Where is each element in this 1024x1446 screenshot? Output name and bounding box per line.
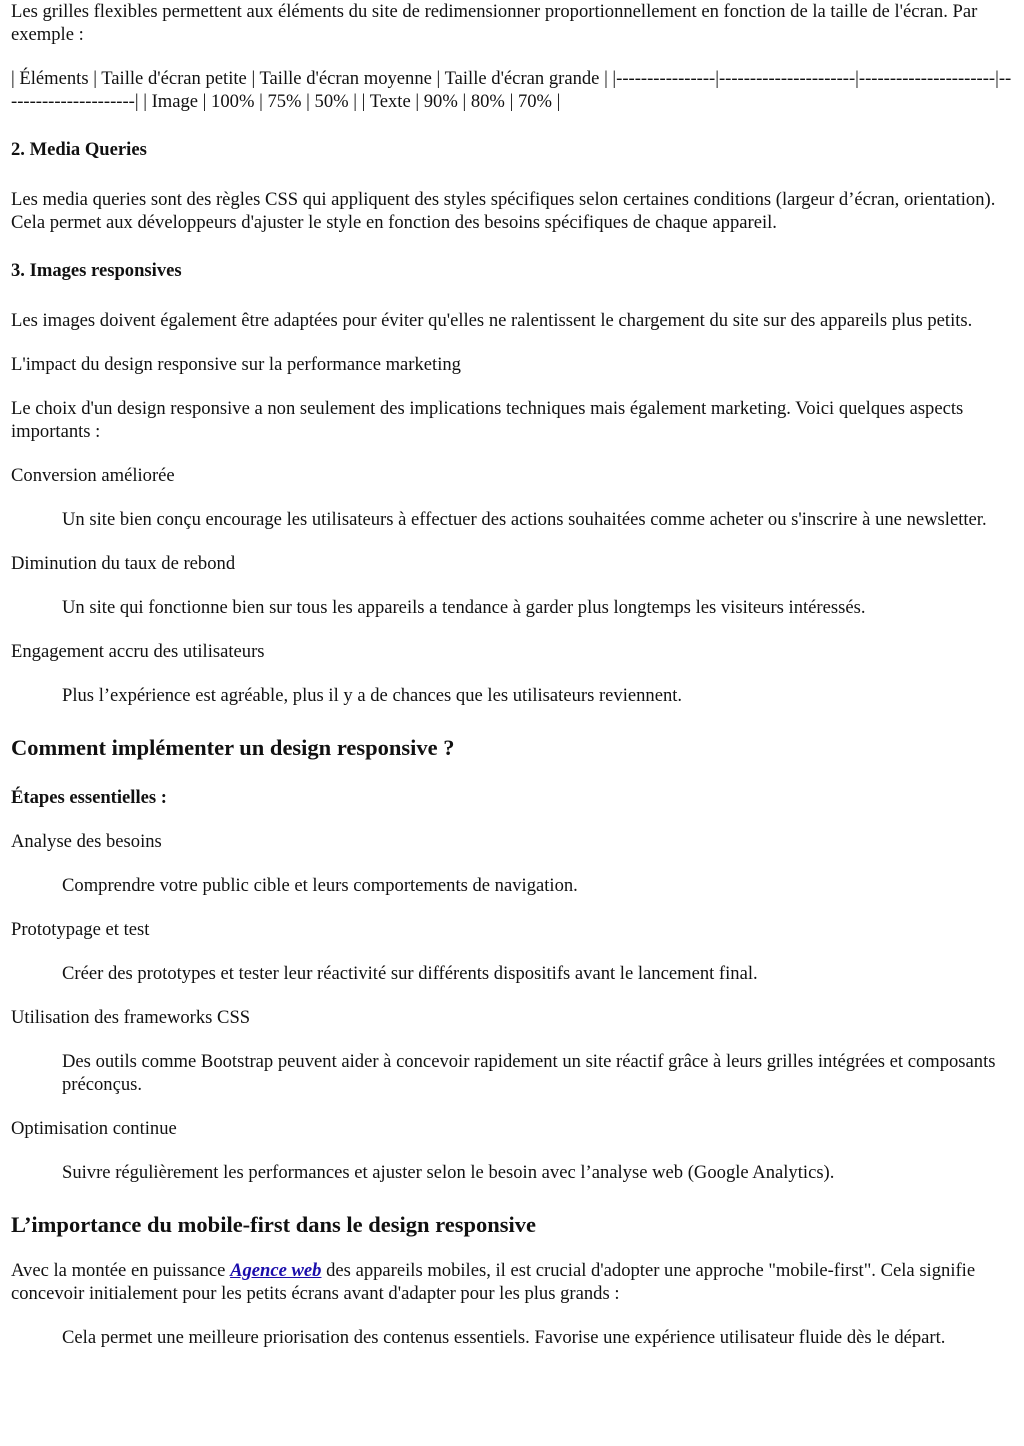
mobile-first-heading: L’importance du mobile-first dans le design responsive bbox=[11, 1212, 537, 1237]
list-item-description: Un site qui fonctionne bien sur tous les appareils a tendance à garder plus longtemps les visiteurs intéressés. bbox=[62, 597, 866, 618]
intro-paragraph: Les grilles flexibles permettent aux éléments du site de redimensionner proportionnellement en fonction de la taille de l'écran. Par exemple : bbox=[11, 1, 978, 45]
list-item-term: Prototypage et test bbox=[11, 919, 150, 940]
marketing-impact-list bbox=[11, 464, 1013, 707]
list-item-term: Diminution du taux de rebond bbox=[11, 553, 236, 574]
list-item-description: Plus l’expérience est agréable, plus il y a de chances que les utilisateurs reviennent. bbox=[62, 685, 683, 706]
flexible-grid-table-text: | Éléments | Taille d'écran petite | Taille d'écran moyenne | Taille d'écran grande | |----------------|----------------------|----------------------|----------------------| | Image | 100% | 75% | 50% | | Texte | 90% | 80% | 70% | bbox=[11, 68, 1012, 112]
media-queries-paragraph: Les media queries sont des règles CSS qui appliquent des styles spécifiques selon certaines conditions (largeur d’écran, orientation). Cela permet aux développeurs d'ajuster le style en fonction des besoins spécifiques de chaque appareil. bbox=[11, 189, 996, 233]
implement-heading: Comment implémenter un design responsive ? bbox=[11, 735, 455, 760]
list-item-term: Optimisation continue bbox=[11, 1118, 177, 1139]
marketing-impact-paragraph: Le choix d'un design responsive a non seulement des implications techniques mais également marketing. Voici quelques aspects importants : bbox=[11, 398, 964, 442]
list-item-description: Suivre régulièrement les performances et ajuster selon le besoin avec l’analyse web (Google Analytics). bbox=[62, 1162, 835, 1183]
mobile-first-paragraph bbox=[11, 1259, 1013, 1305]
responsive-images-heading: 3. Images responsives bbox=[11, 260, 182, 281]
list-item-term: Conversion améliorée bbox=[11, 465, 175, 486]
agence-web-link[interactable]: Agence web bbox=[230, 1260, 322, 1281]
list-item-description: Comprendre votre public cible et leurs comportements de navigation. bbox=[62, 875, 578, 896]
list-item-description: Un site bien conçu encourage les utilisateurs à effectuer des actions souhaitées comme acheter ou s'inscrire à une newsletter. bbox=[62, 509, 987, 530]
list-item-term: Utilisation des frameworks CSS bbox=[11, 1007, 251, 1028]
media-queries-heading: 2. Media Queries bbox=[11, 139, 147, 160]
list-item-term: Engagement accru des utilisateurs bbox=[11, 641, 265, 662]
mobile-first-text-before: Avec la montée en puissance bbox=[11, 1260, 231, 1281]
essential-steps-list bbox=[11, 830, 1013, 1184]
marketing-impact-subtitle: L'impact du design responsive sur la performance marketing bbox=[11, 354, 461, 375]
list-item-term: Analyse des besoins bbox=[11, 831, 162, 852]
mobile-first-text-after: des appareils mobiles, il est crucial d'adopter une approche "mobile-first". Cela signifie concevoir initialement pour les petits écrans avant d'adapter pour les plus grands : bbox=[11, 1260, 976, 1304]
mobile-first-block bbox=[11, 1326, 1013, 1349]
essential-steps-heading: Étapes essentielles : bbox=[11, 787, 167, 808]
responsive-images-paragraph: Les images doivent également être adaptées pour éviter qu'elles ne ralentissent le chargement du site sur des appareils plus petits. bbox=[11, 310, 973, 331]
list-item-description: Des outils comme Bootstrap peuvent aider à concevoir rapidement un site réactif grâce à leurs grilles intégrées et composants préconçus. bbox=[62, 1051, 996, 1095]
mobile-first-quote: Cela permet une meilleure priorisation des contenus essentiels. Favorise une expérience utilisateur fluide dès le départ. bbox=[62, 1327, 946, 1348]
list-item-description: Créer des prototypes et tester leur réactivité sur différents dispositifs avant le lancement final. bbox=[62, 963, 758, 984]
